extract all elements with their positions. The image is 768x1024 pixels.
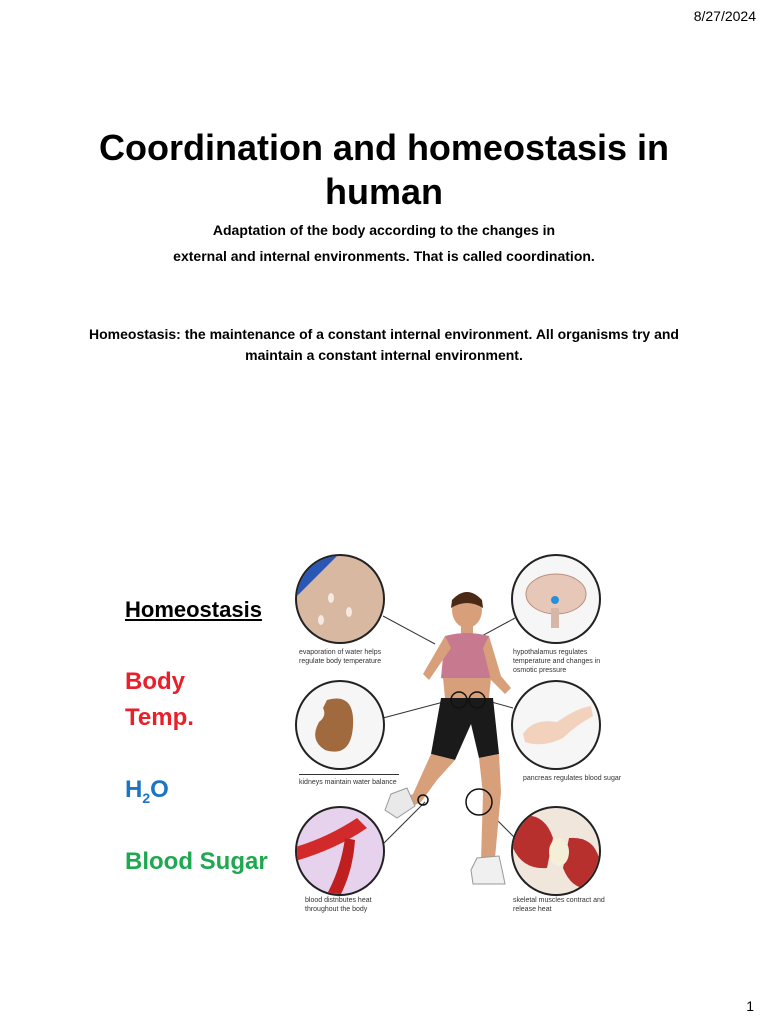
caption-pancreas: pancreas regulates blood sugar: [523, 775, 622, 782]
blood-vessel-icon: [297, 808, 383, 894]
subtitle-line-2: external and internal environments. That is called coordination.: [173, 248, 595, 264]
label-h2o-subscript: 2: [142, 789, 151, 806]
label-h2o-h: H: [125, 776, 143, 803]
muscle-circle: [511, 806, 601, 896]
page-number: 1: [746, 998, 754, 1014]
kidney-icon: [297, 682, 383, 768]
label-blood-sugar: Blood Sugar: [125, 848, 268, 875]
skin-sweat-circle: [295, 554, 385, 644]
blood-circle: [295, 806, 385, 896]
subtitle-line-1: Adaptation of the body according to the changes in: [212, 222, 556, 238]
brain-circle: [511, 554, 601, 644]
label-h2o-o: O: [150, 776, 169, 803]
caption-blood: blood distributes heat throughout the body: [305, 897, 372, 913]
pancreas-icon: [513, 682, 599, 768]
homeostasis-definition: Homeostasis: the maintenance of a constant internal environment. All organisms try and maintain a constant internal environment.: [89, 326, 679, 363]
skin-icon: [297, 556, 383, 642]
caption-skin: evaporation of water helps regulate body temperature: [299, 649, 382, 665]
pancreas-circle: [511, 680, 601, 770]
date-stamp: 8/27/2024: [693, 8, 756, 24]
runner-figure: [385, 592, 511, 884]
label-temp: Temp.: [125, 704, 194, 731]
muscle-icon: [513, 808, 599, 894]
kidney-circle: [295, 680, 385, 770]
caption-brain: hypothalamus regulates temperature and changes in osmotic pressure: [513, 649, 601, 674]
brain-icon: [513, 556, 599, 642]
slide-title: Coordination and homeostasis in human: [98, 127, 670, 212]
caption-muscle: skeletal muscles contract and release heat: [513, 897, 605, 913]
caption-kidney: kidneys maintain water balance: [299, 774, 399, 787]
figure-heading: Homeostasis: [125, 597, 262, 622]
label-body: Body: [125, 668, 185, 695]
homeostasis-figure: [115, 548, 622, 928]
